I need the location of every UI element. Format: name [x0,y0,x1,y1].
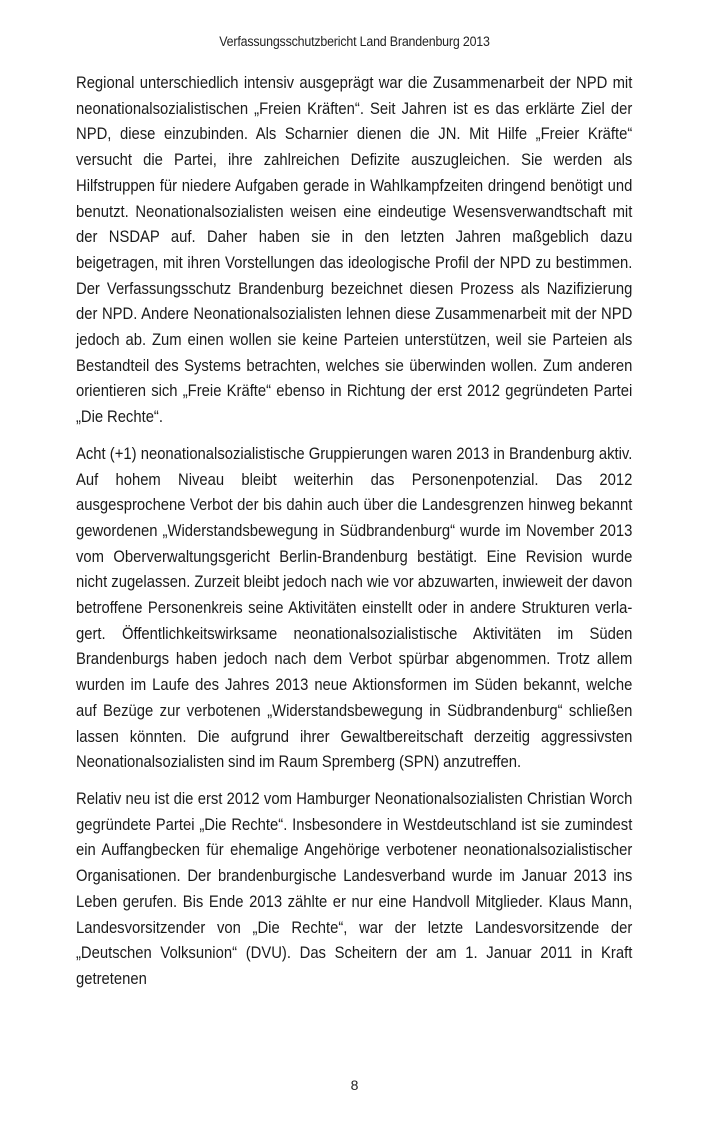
page-number: 8 [350,1077,359,1093]
paragraph-neonazi-groups: Acht (+1) neonationalsozialistische Gruppierungen waren 2013 in Brandenburg aktiv. Auf hohem Niveau bleibt weiterhin das Personenpotenzial. Das 2012 ausgesprochene Verbot der bis dahin auch über die Landesgrenzen hinweg bekannt gewordenen „Widerstandsbewegung in Südbrandenburg“ wurde im November 2013 vom Oberverwaltungsgericht Berlin-Brandenburg bestätigt. Eine Revision wurde nicht zugelassen. Zurzeit bleibt jedoch nach wie vor abzuwarten, inwieweit der davon betroffene Personenkreis seine Aktivitäten einstellt oder in andere Strukturen verlagert. Öffentlichkeitswirksame neonationalsozialistische Aktivitäten im Süden Brandenburgs haben jedoch nach dem Verbot spürbar abgenommen. Trotz allem wurden im Laufe des Jahres 2013 neue Aktionsformen im Süden bekannt, welche auf Bezüge zur verbotenen „Widerstandsbewegung in Südbrandenburg“ schließen lassen könnten. Die aufgrund ihrer Gewaltbereitschaft derzeitig aggressivsten Neonationalsozialisten sind im Raum Spremberg (SPN) anzutreffen. [76,444,633,772]
body-text [76,71,632,1004]
paragraph-npd-cooperation: Regional unterschiedlich intensiv ausgeprägt war die Zusammenarbeit der NPD mit neonationalsozialistischen „Freien Kräften“. Seit Jahren ist es das erklärte Ziel der NPD, diese einzubinden. Als Scharnier dienen die JN. Mit Hilfe „Freier Kräfte“ versucht die Partei, ihre zahlreichen Defizite auszugleichen. Sie werden als Hilfstruppen für niedere Aufgaben gerade in Wahlkampfzeiten dringend benötigt und benutzt. Neonationalsozialisten weisen eine eindeutige Wesensverwandtschaft mit der NSDAP auf. Daher haben sie in den letzten Jahren maßgeblich dazu beigetragen, mit ihren Vorstellungen das ideologische Profil der NPD zu bestimmen. Der Verfassungsschutz Brandenburg bezeichnet diesen Prozess als Nazifizierung der NPD. Andere Neonationalsozialisten lehnen diese Zusammenarbeit mit der NPD jedoch ab. Zum einen wollen sie keine Parteien unterstützen, weil sie Parteien als Bestandteil des Systems betrachten, welches sie überwinden wollen. Zum anderen orientieren sich „Freie Kräfte“ ebenso in Richtung der erst 2012 gegründeten Partei „Die Rechte“. [76,74,633,427]
running-header: Verfassungsschutzbericht Land Brandenburg 2013 [219,34,490,49]
paragraph-die-rechte: Relativ neu ist die erst 2012 vom Hamburger Neonationalsozialisten Christian Worch gegründete Partei „Die Rechte“. Insbesondere in Westdeutschland ist sie zumindest ein Auffangbecken für ehemalige Angehörige verbotener neonationalsozialistischer Organisationen. Der brandenburgische Landesverband wurde im Januar 2013 ins Leben gerufen. Bis Ende 2013 zählte er nur eine Handvoll Mitglieder. Klaus Mann, Landesvorsitzender von „Die Rechte“, war der letzte Landesvorsitzende der „Deutschen Volksunion“ (DVU). Das Scheitern der am 1. Januar 2011 in Kraft getretenen [76,789,633,988]
